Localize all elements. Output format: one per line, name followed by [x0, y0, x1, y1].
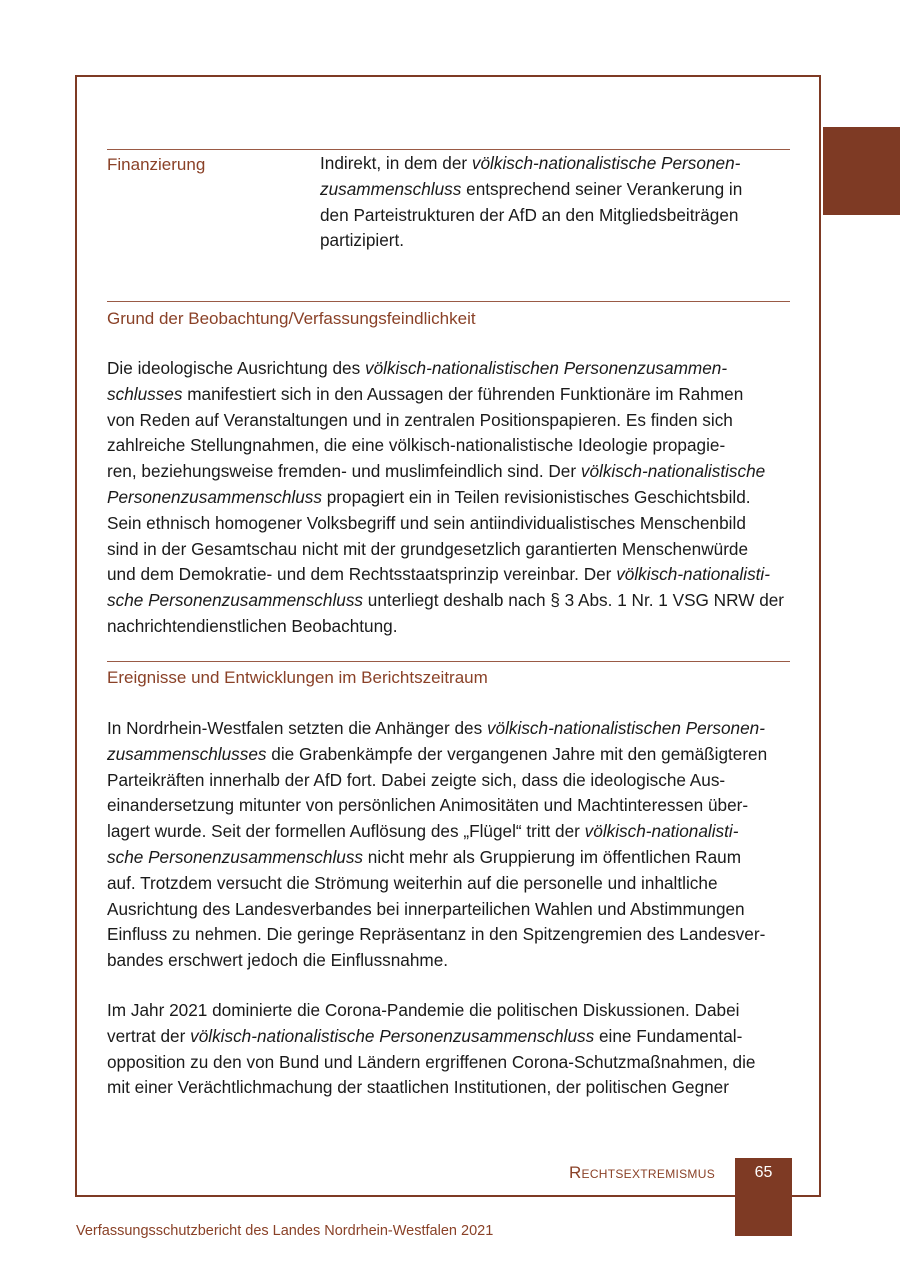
divider-ereignisse: [107, 661, 790, 662]
text-line: zusammenschluss entsprechend seiner Verankerung in: [320, 178, 743, 199]
ereignisse-paragraph-1: [107, 716, 797, 974]
text-line: zahlreiche Stellungnahmen, die eine völkisch-nationalistische Ideologie propagie-: [107, 435, 726, 456]
text-line: sind in der Gesamtschau nicht mit der grundgesetzlich garantierten Menschenwürde: [107, 538, 749, 559]
text-line: ren, beziehungsweise fremden- und muslimfeindlich sind. Der völkisch-nationalistische: [107, 461, 766, 482]
footer-document-title: Verfassungsschutzbericht des Landes Nordrhein-Westfalen 2021: [76, 1223, 494, 1239]
text-line: Einfluss zu nehmen. Die geringe Repräsentanz in den Spitzengremien des Landesver-: [107, 924, 766, 945]
text-line: partizipiert.: [320, 230, 405, 251]
text-line: mit einer Verächtlichmachung der staatlichen Institutionen, der politischen Gegner: [107, 1077, 729, 1098]
text-line: Sein ethnisch homogener Volksbegriff und sein antiindividualistisches Menschenbild: [107, 512, 746, 533]
text-line: auf. Trotzdem versucht die Strömung weiterhin auf die personelle und inhaltliche: [107, 872, 718, 893]
text-line: zusammenschlusses die Grabenkämpfe der vergangenen Jahre mit den gemäßigteren: [107, 743, 768, 764]
text-line: und dem Demokratie- und dem Rechtsstaatsprinzip vereinbar. Der völkisch-nationalisti-: [107, 564, 770, 585]
text-line: nachrichtendienstlichen Beobachtung.: [107, 615, 398, 636]
page-number: 65: [754, 1164, 773, 1181]
text-line: Indirekt, in dem der völkisch-nationalistische Personen-: [320, 153, 741, 173]
text-line: schlusses manifestiert sich in den Aussagen der führenden Funktionäre im Rahmen: [107, 383, 744, 404]
divider-finanzierung: [107, 149, 790, 150]
text-line: den Parteistrukturen der AfD an den Mitgliedsbeiträgen: [320, 204, 739, 225]
text-line: sche Personenzusammenschluss unterliegt deshalb nach § 3 Abs. 1 Nr. 1 VSG NRW der: [107, 590, 785, 611]
divider-grund: [107, 301, 790, 302]
text-line: Personenzusammenschluss propagiert ein in Teilen revisionistisches Geschichtsbild.: [107, 486, 751, 507]
section-heading-ereignisse: Ereignisse und Entwicklungen im Berichtszeitraum: [107, 668, 488, 687]
ereignisse-paragraph-2: [107, 998, 797, 1101]
text-line: opposition zu den von Bund und Ländern ergriffenen Corona-Schutzmaßnahmen, die: [107, 1051, 756, 1072]
text-line: Die ideologische Ausrichtung des völkisch-nationalistischen Personenzusammen-: [107, 358, 728, 378]
text-line: Im Jahr 2021 dominierte die Corona-Pandemie die politischen Diskussionen. Dabei: [107, 1000, 740, 1020]
finanzierung-text: [320, 151, 790, 254]
text-line: Parteikräften innerhalb der AfD fort. Dabei zeigte sich, dass die ideologische Aus-: [107, 769, 726, 790]
text-line: von Reden auf Veranstaltungen und in zentralen Positionspapieren. Es finden sich: [107, 409, 733, 430]
chapter-side-tab: [823, 127, 900, 215]
text-line: lagert wurde. Seit der formellen Auflösung des „Flügel“ tritt der völkisch-nationalisti-: [107, 821, 739, 842]
footer-section-label: Rechtsextremismus: [568, 1163, 715, 1182]
text-line: Ausrichtung des Landesverbandes bei innerparteilichen Wahlen und Abstimmungen: [107, 898, 745, 919]
text-line: einandersetzung mitunter von persönlichen Animositäten und Machtinteressen über-: [107, 795, 749, 816]
text-line: vertrat der völkisch-nationalistische Personenzusammenschluss eine Fundamental-: [107, 1025, 743, 1046]
finanzierung-label: Finanzierung: [107, 155, 206, 174]
grund-paragraph: [107, 356, 797, 640]
text-line: sche Personenzusammenschluss nicht mehr als Gruppierung im öffentlichen Raum: [107, 846, 742, 867]
text-line: bandes erschwert jedoch die Einflussnahme.: [107, 950, 449, 971]
section-heading-grund: Grund der Beobachtung/Verfassungsfeindlichkeit: [107, 309, 476, 328]
text-line: In Nordrhein-Westfalen setzten die Anhänger des völkisch-nationalistischen Personen-: [107, 718, 765, 738]
